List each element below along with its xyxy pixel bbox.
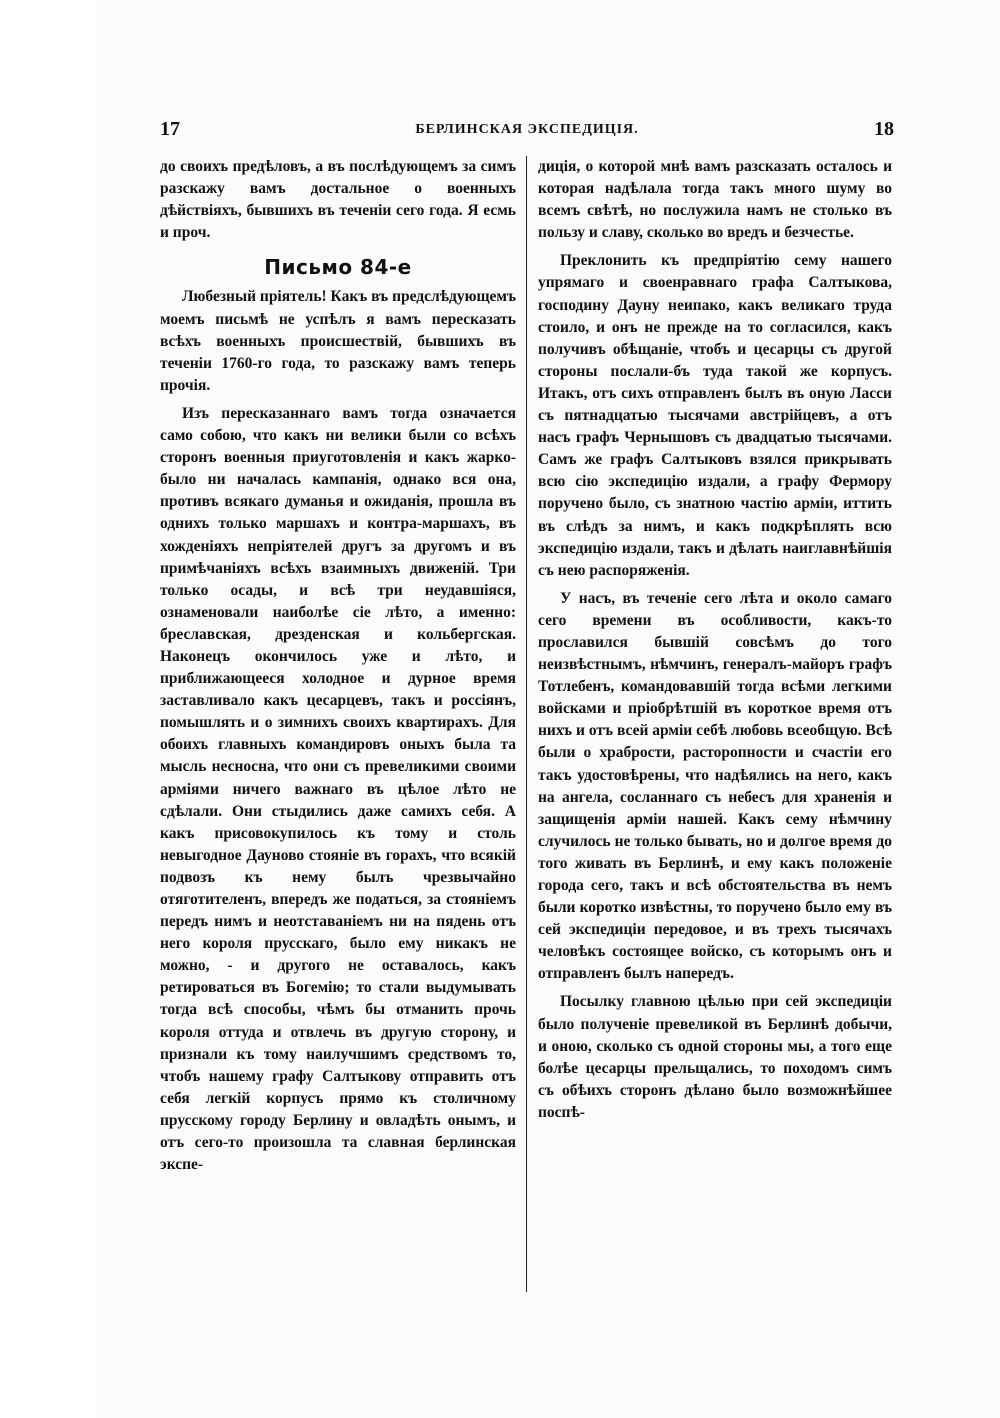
paragraph: Посылку главною цѣлью при сей экспедиціи было полученіе превеликой въ Берлинѣ добычи, и оною, сколько съ одной стороны мы, а того еще болѣе цесарцы прельщались, то походомъ симъ съ обѣихъ сторонъ дѣлано было возможнѣйшее поспѣ- <box>538 993 892 1121</box>
intro-paragraph: до своихъ предѣловъ, а въ послѣдующемъ за симъ разскажу вамъ достальное о военныхъ дѣйствіяхъ, бывшихъ въ теченіи сего года. Я есмь и проч. <box>160 158 516 242</box>
paragraph: У насъ, въ теченіе сего лѣта и около самаго сего времени въ особливости, какъ-то прославился бывшій совсѣмъ до того неизвѣстнымъ, нѣмчинъ, генералъ-майоръ графъ Тотлебенъ, командовавшій тогда всѣми легкими войсками и пріобрѣтшій въ короткое время отъ нихъ и отъ всей арміи себѣ любовь всеобщую. Всѣ были о храбрости, расторопности и счастіи его такъ удостовѣрены, что надѣялись на него, какъ на ангела, сосланнаго съ небесъ для храненія и защищенія арміи нашей. Какъ сему нѣмчину случилось не только бывать, но и долгое время до того живать въ Берлинѣ, и ему какъ положеніе города сего, такъ и всѣ обстоятельства въ немъ были коротко извѣстны, то поручено было ему въ сей экспедиціи передовое, и въ трехъ тысячахъ человѣкъ состоящее войско, съ которымъ онъ и отправленъ былъ напередъ. <box>538 589 892 983</box>
page-number-left: 17 <box>160 118 180 140</box>
column-divider <box>526 156 527 1292</box>
paragraph: Любезный пріятель! Какъ въ предслѣдующемъ моемъ письмѣ не успѣлъ я вамъ пересказать всѣхъ военныхъ происшествій, бывшихъ въ теченіи 1760-го года, то разскажу вамъ теперь прочія. <box>160 288 517 394</box>
page-number-right: 18 <box>874 118 894 140</box>
paragraph: Преклонить къ предпріятію сему нашего упрямаго и своенравнаго графа Салтыкова, господину Дауну неипако, какъ великаго труда стоило, и онъ не прежде на то согласился, какъ получивъ обѣщаніе, чтобъ и цесарцы съ другой стороны послали-бъ туда такой же корпусъ. Итакъ, отъ сихъ отправленъ былъ въ оную Ласси съ пятнадцатью тысячами австрійцевъ, а отъ насъ графъ Чернышовъ съ двадцатью тысячами. Самъ же графъ Салтыковъ взялся прикрывать всю сію экспедицію издали, а графу Фермору поручено было, съ знатною частію арміи, иттить въ слѣдъ за нимъ, и какъ подкрѣплять всю экспедицію издали, такъ и дѣлать наиглавнѣйшія съ нею распоряженія. <box>538 252 892 579</box>
right-column <box>538 156 892 1124</box>
continuation-paragraph: диція, о которой мнѣ вамъ разсказать осталось и которая надѣлала тогда такъ много шуму во всемъ свѣтѣ, но послужила намъ не столько въ пользу и славу, сколько во вредъ и безчестье. <box>538 158 892 242</box>
left-column <box>160 156 516 1176</box>
running-title: БЕРЛИНСКАЯ ЭКСПЕДИЦІЯ. <box>415 122 639 137</box>
running-header <box>160 118 894 142</box>
paragraph: Изъ пересказаннаго вамъ тогда означается само собою, что какъ ни велики были со всѣхъ сторонъ военныя приуготовленія и какъ жарко-было ни началась кампанія, однако вся она, противъ всякаго думанья и ожиданія, прошла въ однихъ только маршахъ и контра-маршахъ, въ хожденіяхъ непріятелей другъ за другомъ и въ примѣчаніяхъ всѣхъ взаимныхъ движеній. Три только осады, и всѣ три неудавшіяся, ознаменовали наиболѣе сіе лѣто, а именно: бреславская, дрезденская и кольбергская. Наконецъ окончилось уже и лѣто, и приближающееся холодное и дурное время заставливало какъ цесарцевъ, такъ и россіянъ, помышлять и о зимнихъ своихъ квартирахъ. Для обоихъ главныхъ командировъ оныхъ была та мысль несносна, что они съ превеликими своими арміями ничего важнаго въ цѣлое лѣто не сдѣлали. Они стыдились даже самихъ себя. А какъ присовокупилось къ тому и столь невыгодное Дауново стояніе въ горахъ, что всякій подвозъ къ нему былъ чрезвычайно отяготителенъ, впередъ же податься, за стояніемъ передъ нимъ и неотставаніемъ ни на пядень отъ него короля прусскаго, было ему никакъ не можно, - и другого не оставалось, какъ ретироваться въ Богемію; то стали выдумывать тогда всѣ способы, чѣмъ бы отманить прочь короля оттуда и отвлечь въ другую сторону, и признали къ тому наилучшимъ средствомъ то, чтобъ нашему графу Салтыкову отправить отъ себя легкій корпусъ прямо къ столичному прусскому городу Берлину и овладѣть онымъ, и отъ сего-то произошла та славная берлинская экспе- <box>160 404 516 1174</box>
letter-title: Письмо 84-е <box>264 255 412 280</box>
